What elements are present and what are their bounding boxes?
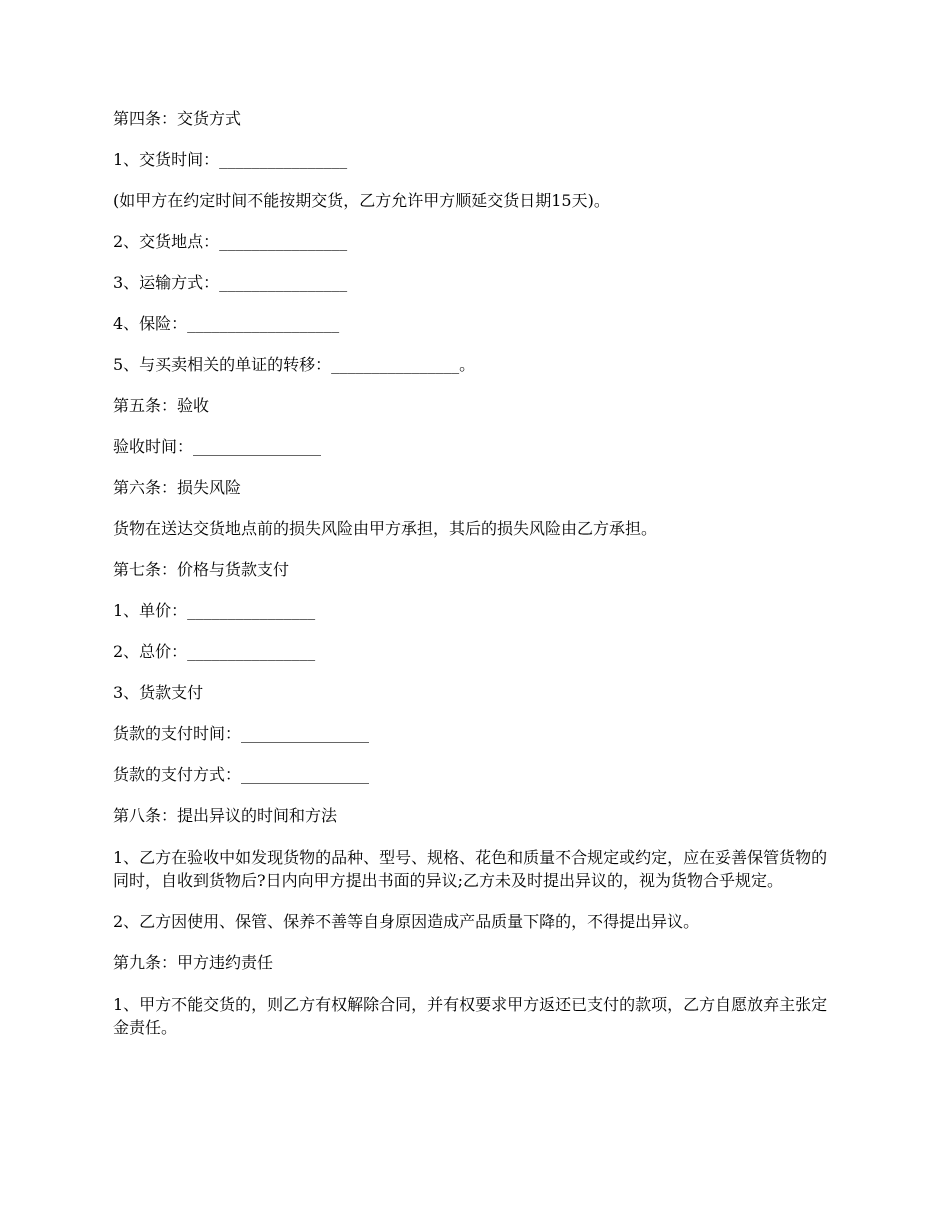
document-transfer-line: 5、与买卖相关的单证的转移：________________。 [113,355,476,374]
section-heading-7: 第七条：价格与货款支付 [113,560,290,579]
delivery-location-line: 2、交货地点：________________ [113,232,348,251]
objection-clause-1: 1、乙方在验收中如发现货物的品种、型号、规格、花色和质量不合规定或约定，应在妥善保管货物的同时，自收到货物后?日内向甲方提出书面的异议;乙方未及时提出异议的，视为货物合乎规定。 [113,848,828,890]
delivery-extension-note: (如甲方在约定时间不能按期交货，乙方允许甲方顺延交货日期15天)。 [113,191,610,210]
document-body [113,108,833,1058]
transport-method-line: 3、运输方式：________________ [113,273,348,292]
inspection-time-line: 验收时间：________________ [113,437,322,456]
section-heading-4: 第四条：交货方式 [113,109,242,128]
unit-price-line: 1、单价：________________ [113,601,316,620]
section-heading-9: 第九条：甲方违约责任 [113,953,274,972]
seller-breach-clause-1: 1、甲方不能交货的，则乙方有权解除合同，并有权要求甲方返还已支付的款项，乙方自愿放弃主张定金责任。 [113,995,828,1037]
risk-of-loss-paragraph: 货物在送达交货地点前的损失风险由甲方承担，其后的损失风险由乙方承担。 [113,519,658,538]
objection-clause-2: 2、乙方因使用、保管、保养不善等自身原因造成产品质量下降的，不得提出异议。 [113,912,700,931]
section-heading-5: 第五条：验收 [113,396,210,415]
total-price-line: 2、总价：________________ [113,642,316,661]
payment-method-line: 货款的支付方式：________________ [113,765,370,784]
delivery-time-line: 1、交货时间：________________ [113,150,348,169]
insurance-line: 4、保险：___________________ [113,314,340,333]
payment-time-line: 货款的支付时间：________________ [113,724,370,743]
section-heading-6: 第六条：损失风险 [113,478,242,497]
payment-subheading: 3、货款支付 [113,683,204,702]
section-heading-8: 第八条：提出异议的时间和方法 [113,806,338,825]
